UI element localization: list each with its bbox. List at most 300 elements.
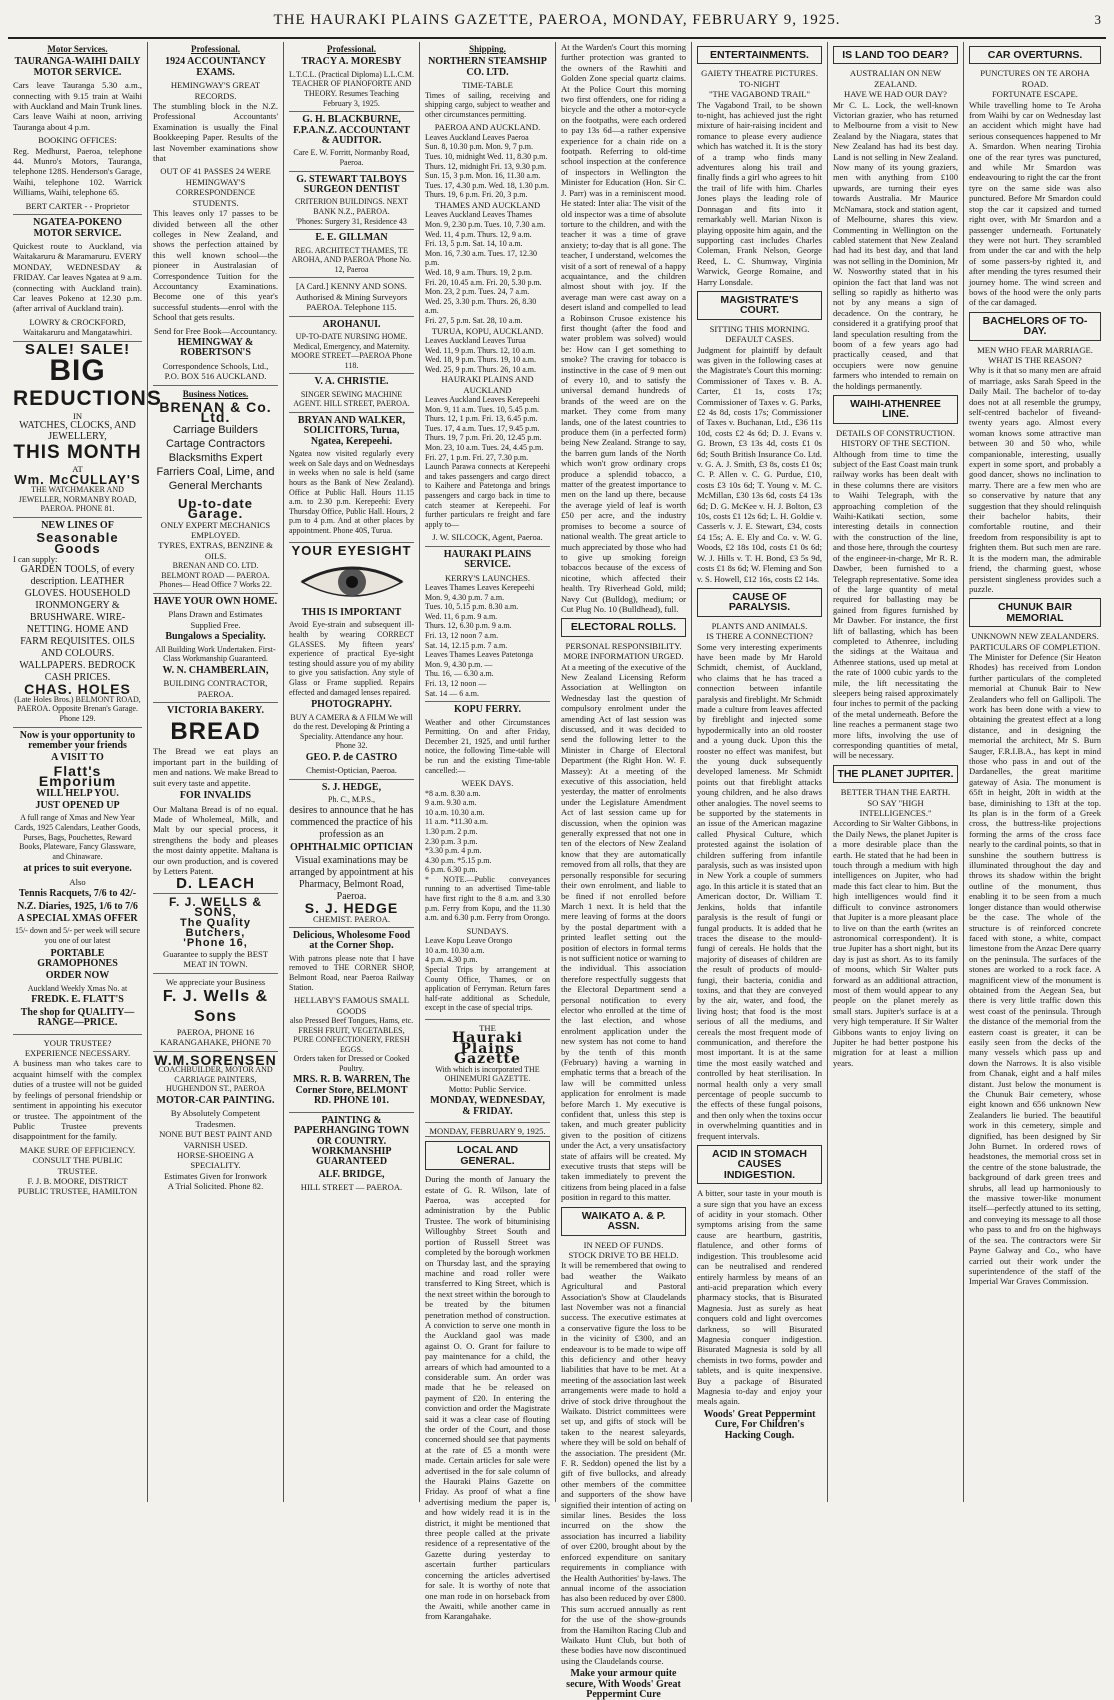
table-row: Wed. 25, 9 p.m. Thurs. 26, 10 a.m. — [425, 364, 536, 374]
route-table — [425, 336, 550, 374]
ad-text: All Building Work Undertaken. First-Class Workmanship Guaranteed. — [155, 644, 276, 664]
ad-address: PAEROA, PHONE 16 KARANGAHAKE, PHONE 70 — [160, 1027, 271, 1048]
ad-proprietor: BERT CARTER - - Proprietor — [25, 200, 130, 211]
ad-heading: PAINTING & PAPERHANGING TOWN OR COUNTRY. WORKMANSHIP GUARANTEED — [293, 1114, 410, 1168]
article-subhead: MEN WHO FEAR MARRIAGE. — [977, 344, 1093, 355]
sorensen-ad — [153, 1051, 278, 1192]
nameplate-sub: With which is incorporated THE OHINEMURI GAZETTE. — [435, 1064, 540, 1084]
ad-text: BUY A CAMERA & A FILM We will do the rest. Developing & Printing a Speciality. Attendance any hour. Phone 32. — [290, 712, 413, 751]
ad-heading: HAVE YOUR OWN HOME. — [153, 596, 278, 608]
ad-headline: Wm. McCULLAY'S — [14, 471, 141, 487]
table-row: Mon. 9, 4.30 p.m. 7 a.m. — [425, 592, 505, 602]
table-row: Leaves Auckland Leaves Paeroa — [425, 132, 529, 142]
table-row: Thu. 16, — 6.30 a.m. — [425, 669, 494, 679]
ad-text: I can supply: — [13, 554, 58, 564]
nameplate-motto: Motto: Public Service. — [448, 1083, 527, 1094]
ad-heading: THIS IS IMPORTANT — [301, 606, 402, 618]
ad-heading: Now is your opportunity to remember your friends — [19, 729, 136, 751]
article-subhead: DETAILS OF CONSTRUCTION. — [836, 427, 955, 438]
table-row: Wed. 25, 3.30 p.m. Thurs. 26, 8.30 a.m. — [425, 296, 537, 316]
nameplate-title: Hauraki Plains Gazette — [452, 1030, 523, 1068]
route-table — [425, 936, 550, 965]
moresby-card — [289, 57, 414, 112]
table-row: 9 a.m. 9.30 a.m. — [425, 798, 477, 808]
column-3 — [284, 42, 420, 1502]
bakery-ad — [153, 706, 278, 894]
ad-body: Weather and other Circumstances Permitting. On and after Friday, December 21, 1925, and until further notice, the following Time-table will be run and the existing Time-table cancelled:— — [425, 717, 550, 775]
ad-heading: ORDER NOW — [45, 970, 110, 982]
article-subhead: "THE VAGABOND TRAIL" — [708, 89, 811, 100]
ad-headline: THIS MONTH — [13, 442, 142, 464]
christie-card — [289, 377, 414, 413]
table-row: Tues. 17, 4 a.m. Tues. 17, 9.45 p.m. — [425, 423, 540, 433]
ad-heading: Tennis Racquets, 7/6 to 42/- — [18, 888, 137, 900]
article-title: THE PLANET JUPITER. — [833, 765, 958, 783]
article-title: WAIKATO A. & P. ASSN. — [561, 1207, 686, 1236]
ad-headline: The Quality Butchers, — [180, 916, 251, 939]
ad-heading: WILL HELP YOU. — [36, 787, 119, 799]
gillman-card — [289, 233, 414, 278]
ad-headline: F. J. Wells & Sons — [162, 988, 269, 1025]
article-subhead: IS THERE A CONNECTION? — [706, 631, 813, 642]
ad-text: AT — [72, 464, 83, 475]
ad-headline: YOUR EYESIGHT — [291, 542, 412, 558]
ad-text: HELLABY'S FAMOUS SMALL GOODS — [293, 995, 410, 1016]
article-subhead: SO SAY "HIGH INTELLIGENCES." — [859, 797, 932, 819]
article-subhead: SITTING THIS MORNING. — [709, 323, 810, 334]
article-subhead: STOCK DRIVE TO BE HELD. — [568, 1249, 679, 1260]
ad-body: This leaves only 17 passes to be divided between all the other colleges in New Zealand, and shows the perfection attained by this well known school—the pioneer in Australasian of Correspondence Tuition for the Accountancy Examinations. Become one of this year's successful students—enrol with the School that gets results. — [153, 208, 278, 323]
column-7 — [828, 42, 964, 1502]
table-row: Leaves Thames Leaves Kerepeehi — [425, 583, 535, 593]
table-row: *3.30 p.m. 4 p.m. — [425, 846, 482, 856]
ad-body: * NOTE.—Public conveyances running to an advertised Time-table have first right to the 8 a.m. and 3.30 p.m. Ferry from Kopu, and the 11.30 a.m. and 6.30 p.m. Ferry from Orongo. — [425, 874, 550, 923]
agent-name: J. W. SILCOCK, Agent, Paeroa. — [432, 532, 543, 543]
hemingway-ad — [153, 57, 278, 385]
columns — [8, 42, 1106, 1700]
table-row: Tues. 10, 5.15 p.m. 8.30 a.m. — [425, 602, 519, 612]
section-heading: Professional. — [326, 44, 377, 54]
article-body: Why is it that so many men are afraid of marriage, asks Sarah Speed in the Daily Mail. The bachelor of to-day does not at all resemble the grumpy, self-centred bachelor of fiveand-twenty years ago. Almost every woman knows some attractive man between 30 and 50 who, while companionable, interesting, usually expert in some sport, and probably a good dancer, shows no inclination to marry. There are a few men who are so conservative by nature that any suggestion that they should relinquish their bachelor habits, their comfortable routine, and their freedom from responsibility is apt to frighten them. But such men are rare. It is the modern man, the admirable friend, the charming guest, whose persistent singleness provides such a puzzle. — [969, 365, 1101, 594]
ad-text: Guarantee to supply the BEST MEAT IN TOWN. — [162, 948, 268, 970]
ad-text: ONLY EXPERT MECHANICS EMPLOYED. — [160, 519, 271, 541]
route-heading: TURUA, KOPU, AUCKLAND. — [431, 325, 544, 336]
table-row: Thurs. 12, midnight Fri. 13, 9.30 p.m. — [425, 161, 547, 171]
ad-heading: NGATEA-POKENO MOTOR SERVICE. — [33, 217, 122, 239]
tauranga-ad — [13, 57, 142, 215]
route-table — [425, 133, 550, 200]
article-body: Although from time to time the subject of the East Coast main trunk railway works has been dealt with in these columns there are visitors to Waihi Telegraph, with the approaching completion of the Waihi-Katikati section, some interesting details in connection with the construction of the line, and those here, through the courtesy of the engineer-in-charge, Mr R. R. Dawber, been furnished to a Telegraph representative. Some idea of the large quantity of metal required for ballasting may be gained from figures furnished by Mr Dawber. For instance, the first lift of ballasting, which has been completed to Athenree, including the sidings at the Waitaua and Athenree stations, used up metal at the rate of 1000 cubic yards to the mile, the lift necessitating the sleepers being raised approximately four inches to permit of the packing of the metal underneath. Before the line reaches a permanent stage two more lifts, involving the use of corresponding quantities of metal, will be necessary. — [833, 448, 958, 761]
ad-heading: Delicious, Wholesome Food at the Corner Shop. — [292, 929, 411, 952]
ad-body: Times of sailing, receiving and shipping cargo, subject to weather and other circumstances permitting. — [425, 90, 550, 119]
article-title: ENTERTAINMENTS. — [697, 46, 822, 64]
ad-headline: 'Phone 16, — [183, 937, 248, 950]
ad-heading: GEO. P. de CASTRO — [305, 751, 398, 763]
card-name: AROHANUI. — [322, 318, 381, 330]
article-body: The Minister for Defence (Sir Heaton Rhodes) has received from London further particulars of the completed memorial at Chunuk Bair to New Zealanders who fell on Gallipoli. The work has been done with a view to obtaining the greatest effect at a long distance, and in designing the memorial the architect, Mr S. Burn Sauger, F.R.I.B.A., has kept in mind those who pass in and out of the Dardanelles, the great maritime gateway of Asia. The monument is 65ft in height, 20ft in width at the base, diminishing to 13ft at the top. Its plan is in the form of a Greek cross, the buttress-like projections forming the arms of the cross face nearly to the cardinal points, so that in sunshine the southern buttress is illuminated throughout the day and throws its shadow within the bright outline of the monument, thus enabling it to be seen from a much longer distance than would otherwise be the case. The whole of the structure is of reinforced concrete faced with stone, a white, compact limestone from the Anzac Dere quarry on the peninsula. The surfaces of the stones are worked to a rock face. A magnificent view of the monument is obtained from the Aegean Sea, but there is very little traffic down this west coast of the peninsula. Through the distance of the memorial from the eastern coast is greater, it can be easily seen from the decks of the many vessels which pass up and down the Narrows. It is also visible from Chanak, eight and a half miles distant. Just below the monument is the Chunuk Bair cemetery, whose eight known and 656 unknown New Zealanders lie buried. The beautiful work in this cemetery, simple and dignified, has been designed by Sir John Burnet. In ordered rows of headstones, the memorial cross set in the centre of the stone balustrade, the background of dark green trees and shrubs, all lead up harmoniously to the massive tower-like monument itself—perfectly attuned to its setting, and conveying its message to all those who pass to and fro on the highways of the sea. The contractors were Sir Payne Galway and Co., who have carried out their work under the superintendence of the staff of the Imperial War Graves Commission. — [969, 651, 1101, 1287]
article-title: IS LAND TOO DEAR? — [833, 46, 958, 64]
footer-ad: Make your armour quite secure, With Woods' Great Peppermint Cure — [566, 1668, 681, 1700]
card-body: Care E. W. Forritt, Normanby Road, Paeroa. — [293, 148, 410, 167]
column-4 — [420, 42, 556, 1622]
article-subhead: WHAT IS THE REASON? — [988, 354, 1082, 365]
talboys-card — [289, 175, 414, 231]
ad-body: Launch Parawa connects at Kerepeehi and takes passengers and cargo direct to Kaihere and Patetonga and brings passengers and cargo back in time to catch steamer at Kerepeehi. For further particulars re freight and fare apply to— — [425, 462, 550, 529]
section-heading: Shipping. — [469, 44, 506, 54]
table-row: 1.30 p.m. 2 p.m. — [425, 826, 478, 836]
ad-heading: MAKE SURE OF EFFICIENCY. — [19, 1144, 136, 1155]
table-row: 11 a.m. *11.30 a.m. — [425, 817, 488, 827]
ad-heading: JUST OPENED UP — [35, 800, 120, 812]
ad-headline: W.M.SORENSEN — [154, 1051, 277, 1068]
table-row: Wed. 11, 4 p.m. Thurs. 12, 9 a.m. — [425, 229, 532, 239]
card-body: CRITERION BUILDINGS. NEXT BANK N.Z., PAEROA. — [294, 197, 409, 216]
ad-body: Special Trips by arrangement at County Office, Thames, or on application of Ferryman. Return fares half-rate additional as Schedule, except in the case of special trips. — [425, 965, 550, 1013]
blackburne-card — [289, 115, 414, 171]
table-row: Sat. 14 — 6 a.m. — [425, 688, 479, 698]
table-row: 4 p.m. 4.30 p.m. — [425, 955, 478, 965]
ad-heading: W. N. CHAMBERLAIN, — [162, 664, 269, 676]
ad-text: FRESH FRUIT, VEGETABLES, PURE CONFECTIONERY, FRESH EGGS. — [293, 1025, 410, 1054]
ad-heading: 1924 ACCOUNTANCY EXAMS. — [165, 56, 266, 78]
article-body: It will be remembered that owing to bad weather the Waikato Agricultural and Pastoral Association's Show at Claudelands last November was not a financial success. The executive estimates at a conservative figure the loss to be in the vicinity of £300, and an endeavour is to be made to wipe off this deficiency and other heavy liabilities that have to be met. At a meeting of the association last week arrangements were made to hold a drive of stock drive throughout the Waikato. District committees were set up, and gifts of stock will be taken to the nearest saleyards, where they will be sold on behalf of the association. The president (Mr. F. R. Seddon) opened the list by a gift of five bullocks, and already other members of the committee and supporters of the show have signified their intention of acting on similar lines. Besides the loss incurred on the show the association has incurred a liability of over £200, brought about by the enforced expenditure on sanitary requirements in compliance with the Health Authorities' by-laws. The annual income of the association has also been reduced by over £800. This sum accrued annually as rent for the use of the show-grounds from the Hamilton Racing Club and Waikato Hunt Club, but both of these bodies have now discontinued using the Claudelands course. — [561, 1260, 686, 1666]
article-subhead: UNKNOWN NEW ZEALANDERS. — [971, 631, 1099, 642]
article-subhead: FORTUNATE ESCAPE. — [992, 89, 1078, 100]
card-body: UP-TO-DATE NURSING HOME. Medical, Emergency, and Maternity. MOORE STREET—PAEROA Phone 118. — [290, 332, 413, 370]
article-title: CHUNUK BAIR MEMORIAL — [969, 598, 1101, 627]
eye-icon — [297, 560, 407, 604]
article-body: At the Warden's Court this morning further protection was granted to the owners of the Rawhiti and Golden Zone special quartz claims. At the Police Court this morning two first offenders, one for riding a bicycle and the other a motor-cycle on the footpaths, were each ordered to pay 13s 6d—a rather expensive experience for a chain ride on a footpath. Referring to old-time school inspection at the conference of inspectors in Wellington the Minister for Education (Hon. Sir C. J. Parr) was in a reminiscent mood. He stated: Inter alia: The visit of the old inspector was a time of absolute torture to the children, and with the teacher it was a time of grave anxiety; to-day that is all gone. The teacher, I understand, welcomes the visit of a sort of renewal of a happy acquaintance, and the children almost shout with joy. If the average man were cast away on a desert island and compelled to lead a Robinson Crusoe existence his first thought (after the food and water problem was solved) would be: How can I get something to smoke? The craving for tobacco is instinctive in the case of 9 men out of every 10, and to satisfy the universal demand hundreds of brands of the weed are on the market. They come from many lands, one of the latest countries to produce them (in a perfected form) being New Zealand. Strange to say, the barren gum lands of the North which won't grow ordinary crops produce a splendid tobacco, a matter of the greatest importance to men on the land up there, because the average yield of leaf is worth £50 per acre, and the industry promises to become a source of national wealth. The great article to much appreciated by those who had to give up smoking foreign tobaccos because of the excess of nicotine, which affected their health. Try Riverhead Gold, mild; Navy Cut (Bulldog), medium; or Cut Plug No. 10 (Bulldhead), full. — [561, 42, 686, 614]
ad-text: CHEMIST. PAEROA. — [312, 913, 391, 924]
arohanui-card — [289, 320, 414, 375]
ad-address: (Late Holes Bros.) BELMONT ROAD, PAEROA. Opposite Brenan's Garage. Phone 129. — [14, 694, 141, 723]
ad-headline: Up-to-date Garage. — [178, 495, 253, 522]
article-subhead: TO-NIGHT — [739, 78, 780, 89]
article-body: At a meeting of the executive of the New Zealand Licensing Reform Association at Wellington on Wednesday last the question of compulsory enrolment under the amending Act of last session was discussed, and it was decided to send the following letter to the Minister in Charge of Electoral Department (the Right Hon. W. F. Massey): At a meeting of the executive of this association, held yesterday, the matter of enrolments under the Legislature Amendment Act of last session came up for discussion, when the opinion was generally expressed that not one in ten of the electors of New Zealand know that they are automatically removed from all rolls, that they are personally responsible for securing their own enrolment, and liable to be fined if not enrolled before March 1 next. It is held that the mere leaving of forms at the doors by the postal department with a printed leaflet setting out the position of electors in formal terms is not sufficient notice or warning to the individual. This association therefore respectfully suggests that the Electoral Department send a personal notification to every elector who enrolled at the time of the last election, and whose enrolment application under the new system has not come to hand by the tenth of this month (February) having a warning in emphatic terms that a breach of the law will be committed unless application for enrolment is made before March 1. My executive is confident that, unless this step is taken, and much greater publicity given to the position of citizens under the Act, a very unsatisfactory state of affairs will be created. My executive trusts that steps will be taken immediately to prevent the citizens from being placed in a false position in regard to this matter. — [561, 661, 686, 1203]
table-row: Fri. 13, 12 noon 7 a.m. — [425, 631, 499, 640]
table-row: Mon. 9, 2.30 p.m. Tues. 10, 7.30 a.m. — [425, 219, 546, 229]
nameplate-days: MONDAY, WEDNESDAY, & FRIDAY. — [430, 1095, 545, 1117]
bryan-card — [289, 416, 414, 543]
table-row: Leaves Auckland Leaves Kerepeehi — [425, 395, 540, 405]
table-row: 2.30 p.m. 3 p.m. — [425, 836, 478, 846]
ad-heading: HEMINGWAY & ROBERTSON'S — [177, 336, 254, 359]
wells2-ad — [153, 977, 278, 1052]
chamberlain-ad — [153, 597, 278, 703]
table-row: Mon. 9, 4.30 p.m. — — [425, 659, 493, 669]
route-table — [425, 395, 550, 462]
ad-goods: GARDEN TOOLS, of every description. LEATHER GLOVES. HOUSEHOLD IRONMONGERY & BRUSHWARE. WIRE-NETTING. HOME AND FARM REQUISITES. OILS AND COLOURS. WALLPAPERS. BEDROCK CASH PRICES. — [19, 564, 136, 684]
ad-body: Reg. Medhurst, Paeroa, telephone 44. Munro's Motors, Tauranga, telephone 128S. Henderson's Garage, Waihi, telephone 102. Warrick Williams, Waihi, telephone 65. — [13, 145, 142, 198]
masthead — [0, 0, 1114, 40]
article-subhead: GAIETY THEATRE PICTURES. — [701, 68, 818, 79]
holes-ad — [13, 521, 142, 728]
ad-text: Auckland Weekly Xmas No. at — [27, 983, 128, 993]
footer-ad: Woods' Great Peppermint Cure, For Children's Hacking Cough. — [703, 1408, 816, 1441]
card-body: Ngatea now visited regularly every week on Sale days and on Wednesdays in weeks when no sale is held (same hours as the Bank of New Zealand). Office at Public Hall. Hours 11.15 a.m. to 2.30 p.m. Kerepeehi: Every Thursday Office, Public Hall. Hours, 2 p.m to 4 p.m. And at other places by appointment. Phone 40S, Turua. — [289, 449, 414, 535]
ad-headline: F. J. WELLS & SONS, — [168, 894, 262, 920]
ad-text: A Trial Solicited. Phone 82. — [167, 1181, 264, 1192]
ad-body: The stumbling block in the N.Z. Professional Accountants' Examination is usually the Final Bookkeeping Paper. Results of the last November examinations show that — [153, 101, 278, 164]
ad-body: A full range of Xmas and New Year Cards, 1925 Calendars, Leather Goods, Purses, Bags, Pouchettes, Reward Books, Plateware, Fancy Glassware, and Chinaware. — [14, 813, 141, 861]
ad-list: Carriage Builders Cartage Contractors Blacksmiths Expert Farriers Coal, Lime, and General Merchants — [156, 423, 275, 492]
article-subhead: IN NEED OF FUNDS. — [583, 1239, 664, 1250]
bridge-ad — [289, 1116, 414, 1193]
ad-subhead: OUT OF 41 PASSES 24 WERE HEMINGWAY'S CORRESPONDENCE STUDENTS. — [160, 166, 271, 208]
ad-headline: BIG — [49, 353, 106, 387]
table-row: Sun. 8, 10.30 p.m. Mon. 9, 7 p.m. — [425, 142, 534, 152]
ad-text: Ph. C., M.P.S., — [328, 795, 375, 805]
ad-heading: ALF. BRIDGE, — [318, 1168, 385, 1180]
ad-heading: CONSULT THE PUBLIC TRUSTEE. — [32, 1155, 123, 1176]
ad-body: With patrons please note that I have removed to THE CORNER SHOP, Belmont Road, near Paeroa Railway Station. — [289, 953, 414, 992]
article-body: While travelling home to Te Aroha from Waihi by car on Wednesday last an accident which might have had serious consequences happened to Mr A. Smardon. When nearing Tirohia one of the rear tyres was punctured, and while Mr Smardon was endeavouring to right the car the front tyre on the same side was also punctured. Before Mr Smardon could stop the car it capsized and turned right over, with Mr Smardon and a passenger underneath. Fortunately they were not hurt. They scrambled from under the car and with the help of some passers-by righted it, and after mending the tyres resumed their journey home. The wind screen and bows of the hood were the only parts of the car damaged. — [969, 99, 1101, 308]
mccullay-ad — [13, 340, 162, 518]
castro-ad — [289, 542, 414, 780]
card-name: V. A. CHRISTIE. — [314, 376, 389, 388]
article-subhead: PERSONAL RESPONSIBILITY. — [565, 640, 682, 651]
section-heading: Professional. — [190, 44, 241, 54]
ad-proprietor: LOWRY & CROCKFORD, Waitakaruru and Mangatawhiri. — [22, 316, 133, 338]
ad-body: Our Maltana Bread is of no equal. Made of Wholemeal, Milk, and Malt by our special process, it strengthens the body and pleases the most dainty appetite. Maltana is our own production, and is covered by Letters Patent. — [153, 803, 278, 876]
table-row: Tues. 17, 4.30 p.m. Wed. 18, 1.30 p.m. — [425, 180, 550, 190]
ad-text: Also — [69, 876, 86, 887]
masthead-rule — [8, 37, 1106, 39]
article-body: Judgment for plaintiff by default was given in the following cases at the Magistrate's Court this morning: Commissioner of Taxes v. B. A. Carter, £1 1s, costs 17s; Commissioner of Taxes v. G. Parks, £2 4s 8d, costs 17s; Commissioner of Taxes v. Buchanan, Ltd., £36 11s 10d, costs £2 4s 6d; D. J. Evans v. G. Brown, £3 13s 4d, costs £1 0s 6d; South British Insurance Co. Ltd. v. G. A. J. Smith, £3 8s, costs £1 0s; C. P. Allen v. C. G. Purdue, £10, costs £3 10s 6d; T. Young v. M. C. McMillan, £30 13s 6d, costs £4 13s 6d; D. G. McKee v. H. J. Bolton, £3 10s, costs £1 12s 6d; L. H. Goldie v. Casserls v. J. E. Stewart, £34, costs £4 15s; A. E. Ely and Co. v. W. G. Woods, £2 18s 10d, costs £1 0s 6d; W. J. Hills v. T. H. Bond, £3 5s 9d, costs £1 8s 6d; W. Fleming and Son v. S. Howell, £12 16s, costs £2 14s. — [697, 344, 823, 584]
section-heading: Business Notices. — [182, 388, 249, 399]
article-subhead: HAVE WE HAD OUR DAY? — [844, 89, 947, 100]
table-row: Leaves Auckland Leaves Turua — [425, 335, 526, 345]
route-heading: PAEROA AND AUCKLAND. — [434, 122, 541, 133]
ad-signature: F. J. B. MOORE, DISTRICT PUBLIC TRUSTEE, HAMILTON — [17, 1175, 138, 1197]
ad-text: Orders taken for Dressed or Cooked Poultry. — [293, 1054, 410, 1073]
ad-headline: BRENAN & Co. Ltd. — [159, 399, 272, 426]
ad-heading: S. J. HEDGE, — [321, 781, 382, 793]
page-number: 3 — [1094, 12, 1102, 27]
ad-headline: D. LEACH — [176, 875, 255, 893]
table-row: Wed. 18, 9 a.m. Thurs. 19, 2 p.m. — [425, 267, 532, 277]
trustee-ad — [13, 1038, 142, 1197]
ad-text: IN — [72, 410, 83, 421]
ad-headline: BREAD — [170, 718, 261, 746]
ad-address: HILL STREET — PAEROA. — [300, 1182, 403, 1193]
ad-headline: REDUCTIONS — [13, 386, 162, 410]
wells-ad — [153, 894, 278, 974]
table-row: Leaves Auckland Leaves Thames — [425, 210, 533, 220]
article-body: Mr C. L. Lock, the well-known Victorian grazier, who has returned to Melbourne from a visit to New Zealand by the Niagara, states that New Zealand has had its best day. Land is not selling in New Zealand. Now many of its young graziers, men with anything from £100 upwards, are turning their eyes towards Australia. Mr Maurice McNamara, stock and station agent, of Melbourne, shares this view. Commenting in Wellington on the cabled statement that New Zealand had had its best day, and that land was not selling in the Dominion, Mr W. Nosworthy stated that in his opinion the fact that land was not selling so rapidly as hitherto was not by any means a sign of decadence. On the contrary, he considered it a gratifying proof that land speculation resulting from the boom of a few years ago had practically ceased, and that occupiers were now genuine farmers who intended to remain on the holdings permanently. — [833, 99, 958, 391]
ad-headline: S. J. HEDGE — [304, 900, 399, 917]
ad-text: also Pressed Beef Tongues, Hams, etc. — [289, 1015, 414, 1025]
card-name: TRACY A. MORESBY — [301, 56, 402, 68]
route-table — [425, 583, 550, 698]
ad-heading: A VISIT TO — [51, 752, 104, 764]
ad-heading: PHOTOGRAPHY. — [311, 699, 392, 711]
card-body: L.T.C.L. (Practical Diploma) L.L.C.M. TEACHER OF PIANOFORTE AND THEORY. Resumes Teaching February 3, 1925. — [289, 69, 414, 108]
column-5 — [556, 42, 692, 1700]
ad-heading: FREDK. E. FLATT'S — [31, 994, 124, 1006]
ad-address: BUILDING CONTRACTOR, PAEROA. — [163, 678, 268, 699]
ad-subhead: TIME-TABLE — [462, 80, 513, 91]
column-1 — [8, 42, 162, 1502]
ad-body: Avoid Eye-strain and subsequent ill-health by wearing CORRECT GLASSES. My fifteen years' experience of practical Eye-sight testing should assure you of my ability to give you satisfaction. Any style of Glass or Frame supplied. Repairs effected and damaged lenses repaired. — [289, 620, 414, 697]
ad-heading: NORTHERN STEAMSHIP CO. LTD. — [428, 56, 547, 78]
table-row: Fri. 13, 5 p.m. Sat. 14, 10 a.m. — [425, 239, 523, 249]
nameplate-the: THE — [479, 1023, 496, 1033]
table-row: Fri. 13, 12 noon — — [425, 678, 487, 688]
table-row: Mon. 23, 2 p.m. Tues. 24, 7 a.m. — [425, 287, 530, 297]
ad-text: Correspondence Schools, Ltd., — [162, 360, 269, 371]
table-row: Sun. 15, 3 p.m. Mon. 16, 11.30 a.m. — [425, 171, 541, 181]
ad-text: We appreciate your Business — [165, 976, 266, 987]
ad-heading: FOR INVALIDS — [179, 790, 252, 802]
article-body: A bitter, sour taste in your mouth is a sure sign that you have an excess of acidity in your stomach. Other symptoms arising from the same cause are heartburn, gastritis, flatulence, and other forms of indigestion. This troublesome acid can be neutralised and rendered entirely harmless by means of an anti-acid preparation which every pharmacy stocks, that is Bisurated Magnesia. Just as surely as heat conquers cold and light overcomes darkness, so will Bisurated Magnesia conquer indigestion. Bisurated Magnesia is sold by all chemists in two forms, powder and tablets, and is quite inexpensive. Buy a package of Bisurated Magnesia to-day and enjoy your meals again. — [697, 1188, 822, 1407]
article-subhead: AUSTRALIAN ON NEW ZEALAND. — [849, 68, 942, 89]
article-body: According to Sir Walter Gibbons, in the Daily News, the planet Jupiter is a more desirable place than the earth. He stated that he had been in touch through a medium with high intelligences on Jupiter, who had made this fact clear to him. But the high intelligences would find it difficult to convince astronomers that Jupiter is a more pleasant place to live on than the earth (writes an astronomical correspondent). It is true Jupiter has a short night, but its day is just as short. As to its family of moons, which Sir Walter puts forward as an additional attraction, most of them would appear to any people on the planet merely as small stars. Jupiter's surface is at a very high temperature. If Sir Walter Gibbons wants to enjoy living on Jupiter he had better postpone his migration for at least a million years. — [833, 818, 958, 1068]
section-heading: Motor Services. — [47, 44, 108, 54]
card-body: REG. ARCHITECT THAMES, TE AROHA, AND PAEROA 'Phone No. 12, Paeroa — [291, 245, 412, 274]
article-title: CAUSE OF PARALYSIS. — [697, 588, 822, 617]
ad-text: By Absolutely Competent Tradesmen. — [170, 1108, 261, 1129]
column-8 — [964, 42, 1106, 1502]
ad-heading: The shop for QUALITY—RANGE—PRICE. — [20, 1006, 135, 1029]
ad-heading: KOPU FERRY. — [453, 704, 522, 716]
column-6 — [692, 42, 828, 1502]
table-row: Wed. 11, 6 p.m. 9 a.m. — [425, 611, 498, 621]
ad-heading: YOUR TRUSTEE? — [43, 1037, 112, 1048]
table-row: Wed. 11, 9 p.m. Thurs. 12, 10 a.m. — [425, 345, 536, 355]
ad-subhead: BOOKING OFFICES: — [38, 135, 117, 146]
ad-heading: MOTOR-CAR PAINTING. — [156, 1095, 275, 1106]
card-body: SINGER SEWING MACHINE AGENT. HILL STREET, PAEROA. — [293, 389, 410, 409]
flatt-ad — [13, 731, 142, 1035]
ad-subhead: KERRY'S LAUNCHES. — [444, 572, 531, 583]
ad-subhead: HEMINGWAY'S GREAT RECORDS. — [170, 80, 261, 101]
ad-heading: TAURANGA-WAIHI DAILY MOTOR SERVICE. — [14, 56, 141, 78]
card-name: G. STEWART TALBOYS SURGEON DENTIST — [296, 173, 407, 195]
shipping-timetable — [425, 57, 550, 546]
article-body: The Vagabond Trail, to be shown to-night, has achieved just the right mixture of hair-raising incident and romance to please every audience which has watched it. It is the story of a tramp who finds many adventures along his trail and finally finds a girl who agrees to hit the trail of life with him. Charles Jones plays the leading role of Donnagan and fits into it remarkably well. Marian Nixon is playing opposite him again, and the supporting cast includes Charles Coleman, Frank Nelson, George Reed, L. C. Shumway, Virginia Warwick, George Romaine, and Harry Lonsdale. — [697, 99, 822, 287]
kerry-launches — [425, 550, 550, 702]
ad-heading: A SPECIAL XMAS OFFER — [17, 913, 138, 925]
table-row: 10 a.m. 10.30 a.m. — [425, 807, 485, 817]
ad-address: P.O. BOX 516 AUCKLAND. — [164, 371, 267, 382]
table-row: Wed. 18, 9 p.m. Thurs. 19, 10 a.m. — [425, 355, 536, 365]
article-body: During the month of January the estate of G. R. Wilson, late of Paeroa, was accepted for administration by the Public Trustee. The work of bituminising Willoughby Street South and portion of Russell Street was completed by the borough workmen on Thursday last, and the spraying machine and road roller were transferred to King Street, which is the next street within the borough to be treated by the bitumen penetration method of construction. A conviction to serve one month in the Auckland gaol was made against O. O. Grant for failure to pay maintenance for a child, the arrears of which had amounted to a considerable sum. An order was made that he be released on payment of £20. In entering the conviction and order the Magistrate said it was a clear case of flouting the order of the Court, and those concerned should see that payments at the rate of £5 a month were made. Certain articles for sale were advertised in the for sale column of the Hauraki Plains Gazette on Friday. As proof of what a fine advertising medium the paper is, and how widely read it is in the district, it might be mentioned that three people called at the private residence of a representative of the Gazette during yesterday to ascertain further particulars concerning the articles advertised for sale. It is worthy of note that one man rode in on horseback from the Awaiti, while another came in from Karangahake. — [425, 1174, 550, 1622]
ad-text: HORSE-SHOEING A SPECIALITY. — [177, 1150, 254, 1171]
kopu-ferry — [425, 705, 550, 1020]
ad-headline: Flatt's Emporium — [38, 762, 117, 790]
ad-headline: Seasonable Goods — [36, 530, 119, 556]
ad-heading: MRS. R. B. WARREN, The Corner Store, BELMONT RD. PHONE 101. — [293, 1074, 410, 1107]
article-title: WAIHI-ATHENREE LINE. — [833, 395, 958, 424]
hedge-ad — [289, 783, 414, 928]
ad-heading: HAURAKI PLAINS SERVICE. — [443, 548, 532, 571]
article-title: ACID IN STOMACH CAUSES INDIGESTION. — [697, 1145, 822, 1184]
table-row: *8 a.m. 8.30 a.m. — [425, 788, 481, 798]
ad-address: COACHBUILDER, MOTOR AND CARRIAGE PAINTERS, HUGHENDON ST., PAEROA — [158, 1065, 273, 1094]
kenny-card — [289, 281, 414, 316]
article-subhead: DEFAULT CASES. — [725, 334, 794, 345]
table-row: Thurs. 12, 6.30 p.m. 9 a.m. — [425, 621, 512, 631]
table-row: Leaves Thames Leaves Patetonga — [425, 650, 534, 660]
article-subhead: PUNCTURES ON TE AROHA ROAD. — [980, 68, 1090, 89]
article-title: ELECTORAL ROLLS. — [561, 618, 686, 636]
masthead-title: THE HAURAKI PLAINS GAZETTE, PAEROA, MONDAY, FEBRUARY 9, 1925. — [273, 12, 841, 28]
table-row: Mon. 23, 10 a.m. Tues. 24, 4.45 p.m. — [425, 443, 544, 453]
ad-heading: at prices to suit everyone. — [23, 863, 132, 875]
ad-text: desires to announce that he has commenced the practice of his profession as an — [289, 804, 414, 840]
ad-heading: EXPERIENCE NECESSARY. — [24, 1048, 131, 1059]
ad-text: NONE BUT BEST PAINT AND VARNISH USED. — [159, 1129, 272, 1150]
ad-text: Chemist-Optician, Paeroa. — [306, 765, 397, 776]
route-heading: HAURAKI PLAINS AND AUCKLAND — [441, 374, 534, 395]
ad-body: The Bread we eat plays an important part in the building of men and nations. We make Bread to suit every taste and appetite. — [153, 746, 278, 788]
gazette-nameplate — [425, 1023, 550, 1123]
article-title: CAR OVERTURNS. — [969, 46, 1101, 64]
ad-heading: N.Z. Diaries, 1925, 1/6 to 7/6 — [17, 900, 138, 912]
table-row: Mon. 16, 7.30 a.m. Tues. 17, 12.30 p.m. — [425, 248, 538, 268]
table-row: Fri. 20, 10.45 a.m. Fri. 20, 5.30 p.m. — [425, 277, 542, 287]
table-row: Thurs. 19, 6 p.m. Fri. 20, 3 p.m. — [425, 190, 528, 200]
ad-text: Send for Free Book—Accountancy. — [153, 325, 278, 336]
table-row: 6 p.m. 6.30 p.m. — [425, 865, 478, 875]
table-row: Sat. 14, 12.15 p.m. 7 a.m. — [425, 640, 508, 650]
route-table — [425, 210, 550, 325]
ad-heading: OPHTHALMIC OPTICIAN — [289, 841, 414, 853]
card-name: G. H. BLACKBURNE, F.P.A.N.Z. ACCOUNTANT & AUDITOR. — [293, 114, 410, 146]
article-subhead: PLANTS AND ANIMALS. — [711, 620, 808, 631]
ad-body: 15/- down and 5/- per week will secure you one of our latest — [14, 926, 141, 946]
ad-heading: NEW LINES OF — [41, 519, 114, 531]
article-title: MAGISTRATE'S COURT. — [697, 291, 822, 320]
warren-ad — [289, 931, 414, 1113]
table-row: Mon. 9, 11 a.m. Tues. 10, 5.45 p.m. — [425, 404, 539, 414]
table-row: 10 a.m. 10.30 a.m. — [425, 945, 485, 955]
table-row: Fri. 27, 5 p.m. Sat. 28, 10 a.m. — [425, 315, 523, 325]
table-row: Leave Kopu Leave Orongo — [425, 936, 513, 946]
ad-text: Visual examinations may be arranged by appointment at his Pharmacy, Belmont Road, Paeroa. — [289, 855, 414, 903]
ad-body: Cars leave Tauranga 5.30 a.m., connecting with 9.15 train at Waihi with Auckland and Main Trunk lines. Cars leave Waihi at noon, arriving Tauranga about 4 p.m. — [13, 80, 142, 132]
article-subhead: BETTER THAN THE EARTH. — [840, 787, 951, 798]
card-name: BRYAN AND WALKER, SOLICITORS, Turua, Ngatea, Kerepeehi. — [297, 414, 406, 447]
ad-headline: SALE! SALE! — [24, 340, 131, 358]
article-title: LOCAL AND GENERAL. — [425, 1141, 550, 1170]
article-subhead: PARTICULARS OF COMPLETION. — [969, 641, 1101, 652]
ad-address: THE WATCHMAKER AND JEWELLER, NORMANBY ROAD, PAEROA. PHONE 81. — [18, 485, 137, 514]
route-table — [425, 789, 550, 875]
column-2 — [148, 42, 284, 1502]
table-row: Thurs. 19, 7 p.m. Fri. 20, 12.45 p.m. — [425, 433, 542, 443]
ad-text: Estimates Given for Ironwork — [164, 1170, 267, 1181]
ad-heading: PORTABLE GRAMOPHONES — [37, 947, 118, 970]
route-heading: THAMES AND AUCKLAND — [434, 199, 541, 210]
article-body: Some very interesting experiments have been made by Mr Harold Schmidt, chemist, of Auckland, who claims that he has traced a connection between infantile paralysis and fireblight. Mr Schmidt made a culture from leaves affected by fireblight and injected some hypodermically into an old rooster and a young duck. Upon this the rooster no effect was manifest, but the young duck subsequently developed lameness. Mr Schmidt points out that fireblight attacks young children, and he also draws other analogies. The novel seems to be supported by the statements in an issue of the American magazine called Physical Culture, which protested against the isolation of children suffering from infantile paralysis, such as was insisted upon in New York a couple of summers ago. In this article it is stated that an American doctor, Dr. William T. Jenkins, holds that infantile paralysis is the result of fungi or fungal products. It is added that he traces the disease to the mould-fungi of cereals. He holds that the majority of diseases of children are the result of products of mould-fungi, their bacteria, conidia and toxins, and that they are conveyed by the air, water, and food, the living host; that food is the most serious of all the mediums, and cereals the most frequent mode of communication, and therefore the most important. It is at the same time the most easily watched and controlled by heat sterilisation. In normal health only a very small percentage of people succumb to the effects of these fungal poisons, and then only when the toxins occur in overwhelming quantities and in frequent intervals. — [697, 641, 822, 1141]
card-phone: 'Phones: Surgery 31, Residence 43 — [296, 216, 407, 226]
table-row: 4.30 p.m. *5.15 p.m. — [425, 855, 492, 865]
ad-heading: Bungalows a Speciality. — [165, 631, 266, 643]
table-row: Fri. 27, 1 p.m. Fri. 27, 7.30 p.m. — [425, 452, 529, 462]
route-heading: WEEK DAYS. — [461, 778, 514, 789]
table-row: Thurs. 12, 1 p.m. Fri. 13, 6.45 p.m. — [425, 414, 538, 424]
card-name: E. E. GILLMAN — [315, 232, 388, 244]
ad-body: A business man who takes care to acquaint himself with the complex duties of a trustee will not be guided by feelings of personal friendship or sentiment in appointing his executor or trustee. The appointment of the Public Trustee prevents disappointment for the family. — [13, 1058, 142, 1142]
table-row: Tues. 10, midnight Wed. 11, 8.30 p.m. — [425, 152, 548, 161]
article-title: BACHELORS OF TO-DAY. — [969, 312, 1101, 341]
brenan-ad — [153, 399, 278, 594]
dateline: MONDAY, FEBRUARY 9, 1925. — [425, 1126, 550, 1137]
ngatea-ad — [13, 218, 142, 341]
ad-heading: VICTORIA BAKERY. — [167, 705, 264, 717]
